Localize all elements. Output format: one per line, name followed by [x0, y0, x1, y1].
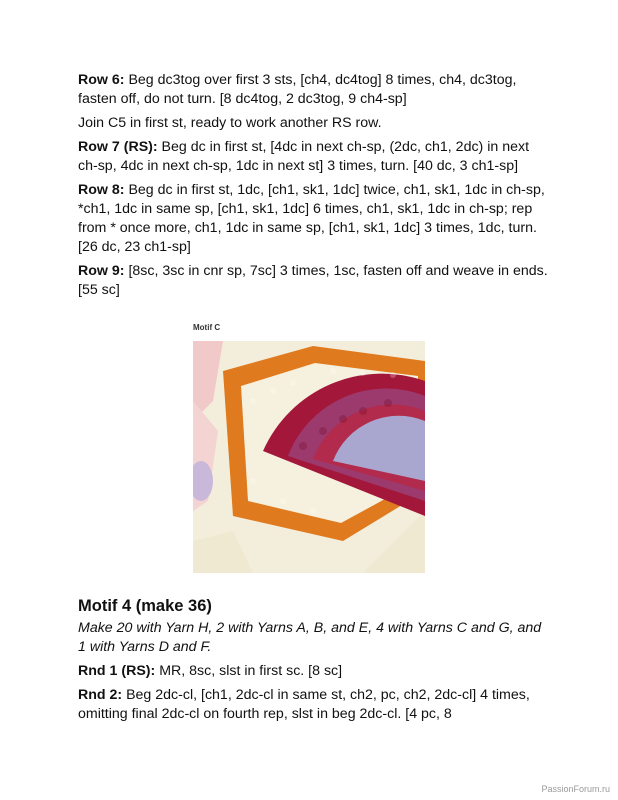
- row-7-text: Beg dc in first st, [4dc in next ch-sp, (2dc, ch1, 2dc) in next ch-sp, 4dc in next ch-sp, 1dc in next st] 3 times, turn. [40 dc, 3 ch1-sp]: [78, 139, 530, 174]
- row-8: [78, 181, 548, 257]
- row-6-text: Beg dc3tog over first 3 sts, [ch4, dc4tog] 8 times, ch4, dc3tog, fasten off, do not turn. [8 dc4tog, 2 dc3tog, 9 ch4-sp]: [78, 72, 517, 107]
- join-instruction: [78, 114, 548, 133]
- row-9-text: [8sc, 3sc in cnr sp, 7sc] 3 times, 1sc, fasten off and weave in ends. [55 sc]: [78, 263, 548, 298]
- crochet-motif-illustration: [193, 341, 425, 573]
- rnd-1-text: MR, 8sc, slst in first sc. [8 sc]: [155, 663, 343, 679]
- rnd-2: [78, 686, 548, 724]
- motif-c-photo: [193, 341, 425, 573]
- rnd-1: [78, 662, 548, 681]
- row-6: [78, 71, 548, 109]
- row-7-label: Row 7 (RS):: [78, 139, 158, 155]
- rnd-1-label: Rnd 1 (RS):: [78, 663, 156, 679]
- rnd-2-text: Beg 2dc-cl, [ch1, 2dc-cl in same st, ch2, pc, ch2, 2dc-cl] 4 times, omitting final 2dc-cl on fourth rep, slst in beg 2dc-cl. [4 pc, 8: [78, 687, 530, 722]
- row-9-label: Row 9:: [78, 263, 125, 279]
- row-8-text: Beg dc in first st, 1dc, [ch1, sk1, 1dc] twice, ch1, sk1, 1dc in ch-sp, *ch1, 1dc in same sp, [ch1, sk1, 1dc] 6 times, ch1, sk1, 1dc in ch-sp; rep from * once more, ch1, 1dc in same sp, [ch1, sk1, 1dc] 3 times, 1dc, turn. [26 dc, 23 ch1-sp]: [78, 182, 545, 255]
- rnd-2-label: Rnd 2:: [78, 687, 123, 703]
- motif-4-instructions: [78, 619, 548, 729]
- figure-caption: Motif C: [193, 323, 221, 332]
- row-8-label: Row 8:: [78, 182, 125, 198]
- row-6-label: Row 6:: [78, 72, 125, 88]
- row-7: [78, 138, 548, 176]
- pattern-rows: [78, 71, 548, 305]
- motif-4-note: Make 20 with Yarn H, 2 with Yarns A, B, and E, 4 with Yarns C and G, and 1 with Yarns D and F.: [78, 620, 542, 655]
- row-9: [78, 262, 548, 300]
- watermark: PassionForum.ru: [541, 784, 610, 794]
- join-text: Join C5 in first st, ready to work another RS row.: [78, 115, 382, 131]
- motif-4-heading: Motif 4 (make 36): [78, 597, 212, 615]
